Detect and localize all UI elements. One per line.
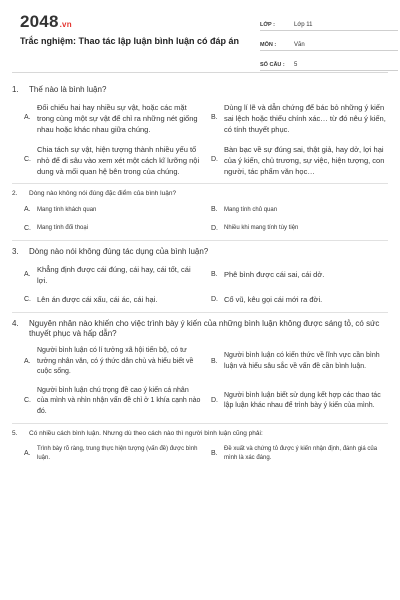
- option-text: Mang tính chủ quan: [224, 206, 278, 213]
- option-text: Trình bày rõ ràng, trung thực hiện tượng (vấn đề) được bình luận.: [37, 445, 198, 461]
- option-b[interactable]: [211, 102, 388, 136]
- option-c[interactable]: [24, 224, 201, 235]
- option-b[interactable]: [211, 264, 388, 287]
- option-label: A.: [24, 270, 31, 278]
- quiz-meta: [260, 14, 398, 71]
- answer-options: [12, 205, 388, 234]
- quiz-header: [12, 0, 388, 72]
- option-d[interactable]: [211, 224, 388, 235]
- option-c[interactable]: [24, 144, 201, 178]
- option-a[interactable]: [24, 102, 201, 136]
- option-b[interactable]: [211, 205, 388, 216]
- question-number: 3.: [12, 247, 19, 257]
- option-label: A.: [24, 206, 31, 214]
- class-value: Lớp 11: [294, 22, 313, 28]
- question-5: [12, 424, 388, 469]
- option-text: Khẳng định được cái đúng, cái hay, cái tốt, cái lợi.: [37, 264, 191, 286]
- option-label: D.: [211, 295, 218, 303]
- question-prompt: Nguyên nhân nào khiến cho việc trình bày ý kiến của những bình luận không được sáng tỏ, có sức thuyết phục và hấp dẫn?: [29, 318, 380, 339]
- answer-options: [12, 445, 388, 463]
- meta-subject-row: [260, 34, 398, 51]
- site-logo[interactable]: [20, 12, 72, 32]
- option-text: Người bình luận chú trọng đề cao ý kiến cá nhân của mình và nhìn nhận vấn đề chỉ ở 1 khía cạnh nào đó.: [37, 386, 201, 415]
- option-d[interactable]: [211, 386, 388, 418]
- meta-count-row: [260, 54, 398, 71]
- option-label: A.: [24, 114, 31, 122]
- subject-label: MÔN :: [260, 42, 277, 48]
- option-label: B.: [211, 357, 218, 365]
- question-text: [12, 85, 388, 96]
- subject-value: Văn: [294, 42, 305, 48]
- option-text: Mang tính đối thoại: [37, 225, 89, 232]
- option-text: Nhiều khi mang tính tùy tiện: [224, 225, 299, 232]
- question-prompt: Dòng nào nói không đúng tác dụng của bình luận?: [29, 247, 209, 257]
- question-prompt: Thế nào là bình luận?: [29, 85, 107, 94]
- meta-class-row: [260, 14, 398, 31]
- question-4: [12, 313, 388, 425]
- question-number: 1.: [12, 85, 19, 94]
- option-label: C.: [24, 397, 31, 405]
- option-label: C.: [24, 156, 31, 164]
- page-title: Trắc nghiệm: Thao tác lập luận bình luận có đáp án: [20, 36, 240, 46]
- option-c[interactable]: [24, 386, 201, 418]
- option-label: C.: [24, 295, 31, 303]
- question-text: [12, 430, 388, 439]
- option-text: Người bình luận có lí tưởng xã hội tiến bộ, có tư tưởng nhân văn, có ý thức dân chủ và hiểu biết về cuộc sống.: [37, 347, 194, 376]
- option-label: A.: [24, 449, 31, 457]
- option-text: Cổ vũ, kêu gọi cái mới ra đời.: [224, 295, 323, 305]
- question-prompt: Dòng nào không nói đúng đặc điểm của bình luận?: [29, 190, 177, 198]
- option-label: B.: [211, 206, 218, 214]
- question-count-label: SỐ CÂU :: [260, 62, 285, 68]
- question-number: 4.: [12, 318, 19, 328]
- option-c[interactable]: [24, 294, 201, 305]
- option-label: B.: [211, 449, 218, 457]
- option-b[interactable]: [211, 346, 388, 378]
- header-divider: [12, 72, 388, 73]
- question-1: [12, 79, 388, 184]
- option-text: Dùng lí lẽ và dẫn chứng để bác bỏ những ý kiến sai lệch hoặc thiếu chính xác… từ đó nêu ý kiến, có tính thuyết phục.: [224, 102, 386, 135]
- logo-text: 2048: [20, 12, 59, 31]
- question-text: [12, 190, 388, 199]
- option-label: A.: [24, 357, 31, 365]
- option-d[interactable]: [211, 294, 388, 305]
- option-label: D.: [211, 224, 218, 232]
- option-text: Đối chiếu hai hay nhiều sự vật, hoặc các mặt trong cùng một sự vật để chỉ ra những nét giống nhau hoặc khác nhau giữa chúng.: [37, 102, 198, 135]
- answer-options: [12, 264, 388, 306]
- option-a[interactable]: [24, 264, 201, 287]
- question-count-value: 5: [294, 62, 298, 68]
- option-a[interactable]: [24, 346, 201, 378]
- option-label: D.: [211, 397, 218, 405]
- option-text: Chia tách sự vật, hiện tượng thành nhiều yếu tố nhỏ để đi sâu vào xem xét một cách kĩ lưỡng nội dung và mối quan hệ bên trong của chúng.: [37, 144, 200, 177]
- question-3: [12, 241, 388, 313]
- question-number: 5.: [12, 430, 18, 438]
- option-text: Bàn bạc về sự đúng sai, thật giả, hay dở, lợi hại của ý kiến, chủ trương, sự việc, hiện tượng, con người, tác phẩm văn học…: [224, 144, 385, 177]
- option-label: D.: [211, 156, 218, 164]
- question-prompt: Có nhiều cách bình luận. Nhưng dù theo cách nào thì người bình luận cũng phải:: [29, 430, 263, 438]
- option-a[interactable]: [24, 205, 201, 216]
- option-text: Mang tính khách quan: [37, 206, 97, 213]
- option-text: Phê bình được cái sai, cái dở.: [224, 270, 325, 280]
- answer-options: [12, 102, 388, 178]
- option-b[interactable]: [211, 445, 388, 463]
- option-label: C.: [24, 224, 31, 232]
- question-text: [12, 247, 388, 258]
- option-text: Đề xuất và chứng tỏ được ý kiến nhận định, đánh giá của mình là xác đáng.: [224, 445, 378, 461]
- option-text: Người bình luận có kiến thức về lĩnh vực cần bình luận và hiểu sâu sắc về vấn đề cần bình luận.: [224, 352, 380, 370]
- option-text: Người bình luận biết sử dụng kết hợp các thao tác lập luận khác nhau để trình bày ý kiến của mình.: [224, 391, 381, 410]
- option-label: B.: [211, 270, 218, 278]
- class-label: LỚP :: [260, 22, 275, 28]
- answer-options: [12, 346, 388, 417]
- option-d[interactable]: [211, 144, 388, 178]
- question-text: [12, 319, 388, 341]
- question-number: 2.: [12, 190, 18, 198]
- question-2: [12, 184, 388, 241]
- logo-suffix: .vn: [59, 20, 72, 29]
- option-label: B.: [211, 114, 218, 122]
- option-text: Lên án được cái xấu, cái ác, cái hại.: [37, 295, 158, 305]
- option-a[interactable]: [24, 445, 201, 463]
